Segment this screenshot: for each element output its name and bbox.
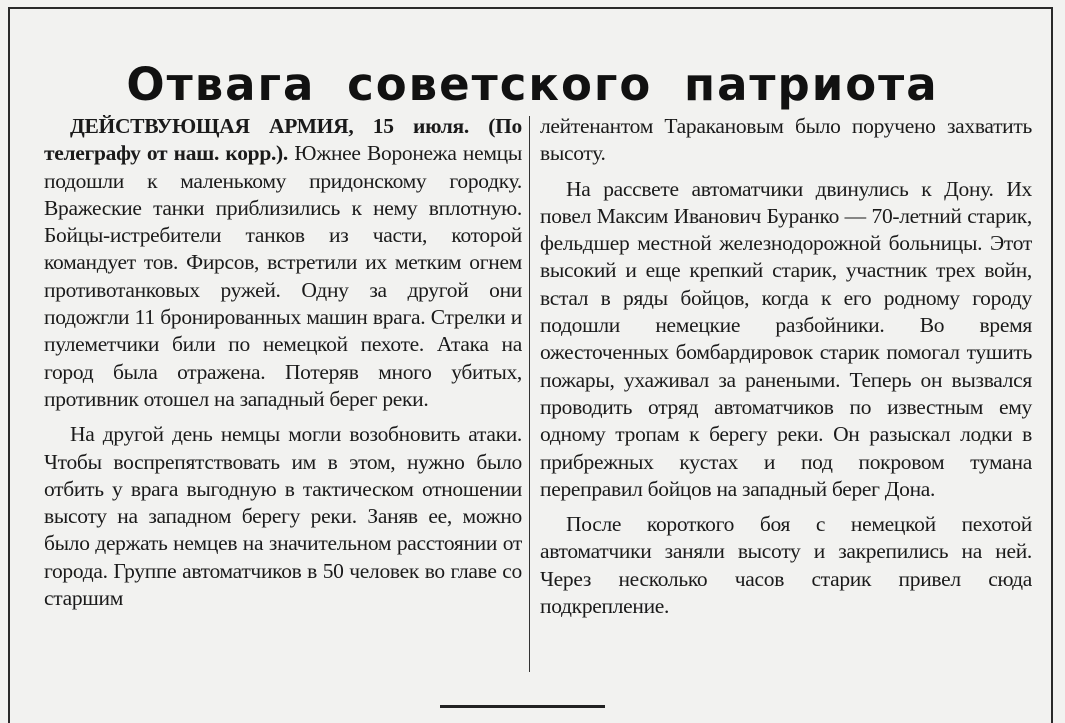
column-divider [529, 116, 530, 672]
end-rule [440, 705, 605, 708]
paragraph-dateline [44, 113, 522, 413]
left-column [44, 113, 522, 612]
paragraph-text: Южнее Воронежа немцы подошли к маленькому придонскому городку. Вражеские танки приблизились к нему вплотную. Бойцы-истребители танков из части, которой командует тов. Фирсов, встретили их метким огнем противотанковых ружей. Одну за другой они подожгли 11 бронированных машин врага. Стрелки и пулеметчики били по немецкой пехоте. Атака на город была отражена. Потеряв много убитых, противник отошел на западный берег реки. [44, 141, 523, 411]
paragraph-text: На другой день немцы могли возобновить атаки. Чтобы воспрепятствовать им в этом, нужно было отбить у врага выгодную в тактическом отношении высоту на западном берегу реки. Заняв ее, можно было держать немцев на значительном расстоянии от города. Группе автоматчиков в 50 человек во главе со старшим [44, 422, 522, 611]
dateline: ДЕЙСТВУЮЩАЯ АРМИЯ, 15 июля. (По телеграфу от наш. корр.). [44, 114, 522, 166]
article-title: Отвага советского патриота [126, 58, 939, 112]
right-column [540, 113, 1032, 620]
paragraph-continuation: лейтенантом Таракановым было поручено захватить высоту. [540, 114, 1032, 166]
paragraph-text: После короткого боя с немецкой пехотой автоматчики заняли высоту и закрепились на ней. Через несколько часов старик привел сюда подкрепление. [540, 512, 1032, 619]
paragraph-text: На рассвете автоматчики двинулись к Дону. Их повел Максим Иванович Буранко — 70-летний старик, фельдшер местной железнодорожной больницы. Этот высокий и еще крепкий старик, участник трех войн, встал в ряды бойцов, когда к его родному городу подошли немецкие разбойники. Во время ожесточенных бомбардировок старик помогал тушить пожары, ухаживал за ранеными. Теперь он вызвался проводить отряд автоматчиков по известным ему одному тропам к берегу реки. Он разыскал лодки в прибрежных кустах и под покровом тумана переправил бойцов на западный берег Дона. [540, 176, 1032, 501]
